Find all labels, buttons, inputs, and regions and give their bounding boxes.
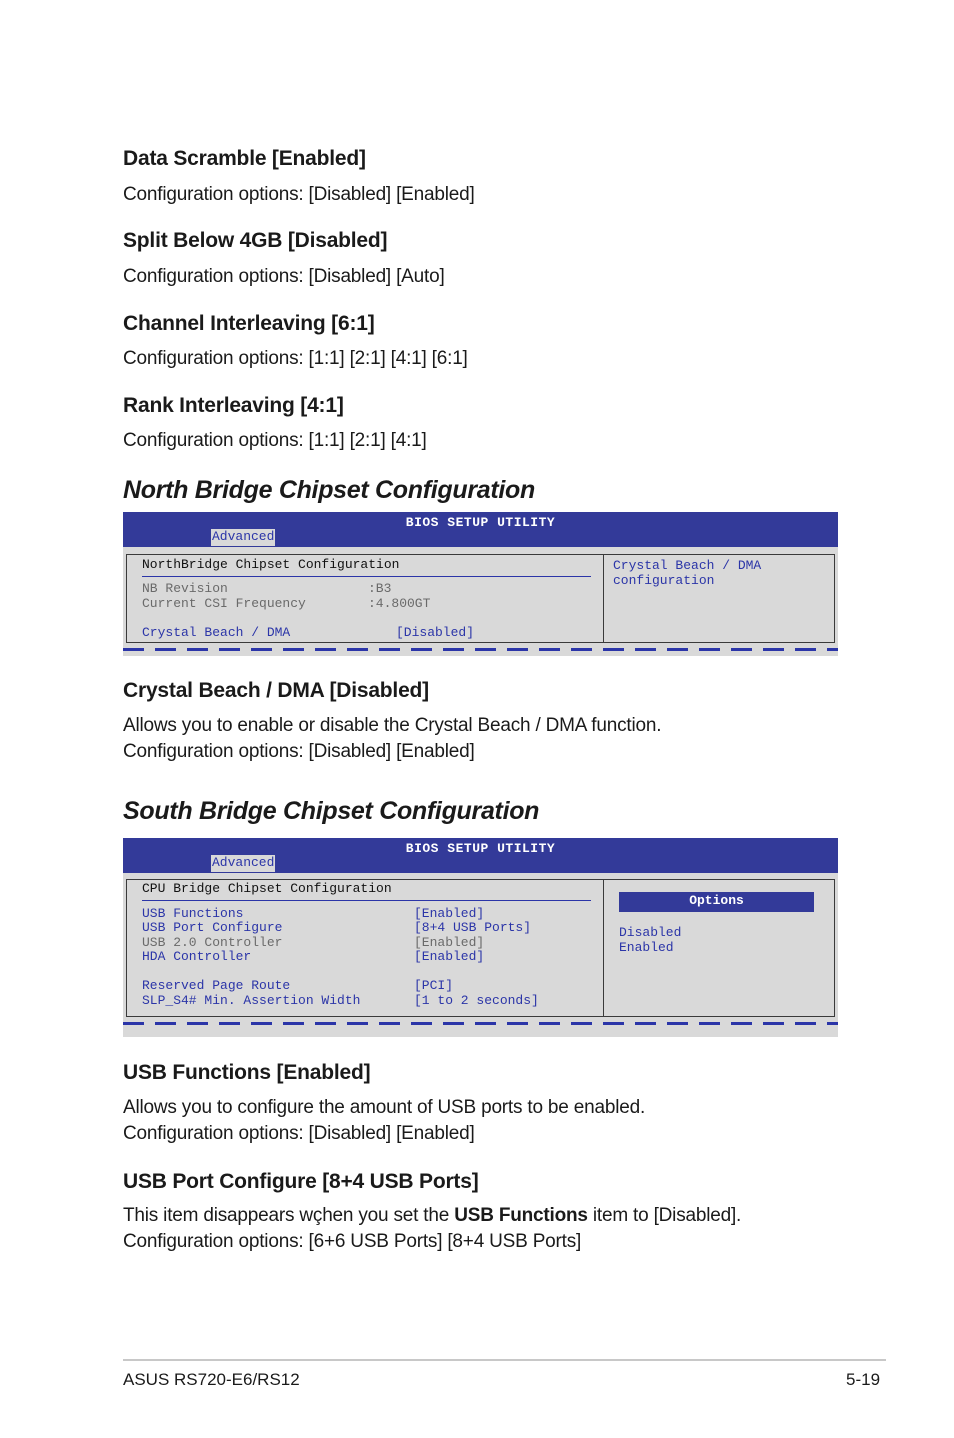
footer-page-number: 5-19 — [846, 1370, 881, 1389]
csi-frequency-value: :4.800GT — [368, 596, 431, 611]
bios-panel-title-underline — [142, 900, 591, 901]
split-below-4gb-heading: Split Below 4GB [Disabled] — [123, 229, 388, 252]
bios-title-bar — [123, 838, 838, 873]
bios-panel-title-underline — [142, 576, 591, 577]
option-disabled[interactable]: Disabled — [619, 925, 682, 940]
usb-functions-heading: USB Functions [Enabled] — [123, 1061, 371, 1084]
channel-interleaving-options: Configuration options: [1:1] [2:1] [4:1] [6:1] — [123, 348, 468, 369]
data-scramble-heading: Data Scramble [Enabled] — [123, 147, 366, 170]
footer-rule — [123, 1359, 886, 1361]
usb-functions-item[interactable]: USB Functions — [142, 906, 244, 921]
bios-utility-title: BIOS SETUP UTILITY — [405, 841, 556, 856]
rank-interleaving-heading: Rank Interleaving [4:1] — [123, 394, 344, 417]
slp-s4-width-value[interactable]: [1 to 2 seconds] — [414, 993, 539, 1008]
usb-functions-bold: USB Functions — [454, 1205, 588, 1226]
slp-s4-width-item[interactable]: SLP_S4# Min. Assertion Width — [142, 993, 361, 1008]
help-text-line2: configuration — [613, 573, 715, 588]
usb-20-controller-value: [Enabled] — [414, 935, 485, 950]
usb-port-configure-value[interactable]: [8+4 USB Ports] — [414, 920, 532, 935]
desc-part-a: This item disappears wçhen you set the — [123, 1205, 455, 1226]
help-text-line1: Crystal Beach / DMA — [613, 558, 762, 573]
crystal-beach-options: Configuration options: [Disabled] [Enabled] — [123, 741, 475, 762]
csi-frequency-label: Current CSI Frequency — [142, 596, 306, 611]
crystal-beach-description: Allows you to enable or disable the Crystal Beach / DMA function. — [123, 715, 662, 736]
rank-interleaving-options: Configuration options: [1:1] [2:1] [4:1] — [123, 430, 427, 451]
south-bios-screen — [123, 838, 838, 1037]
split-below-4gb-options: Configuration options: [Disabled] [Auto] — [123, 266, 445, 287]
crystal-beach-item[interactable]: Crystal Beach / DMA — [142, 625, 291, 640]
bios-panel-title: NorthBridge Chipset Configuration — [142, 557, 400, 572]
bios-bottom-dashes — [123, 648, 838, 651]
usb-20-controller-item: USB 2.0 Controller — [142, 935, 283, 950]
bios-title-bar — [123, 512, 838, 547]
hda-controller-item[interactable]: HDA Controller — [142, 949, 252, 964]
crystal-beach-heading: Crystal Beach / DMA [Disabled] — [123, 679, 429, 702]
channel-interleaving-heading: Channel Interleaving [6:1] — [123, 312, 375, 335]
option-enabled[interactable]: Enabled — [619, 940, 674, 955]
tab-advanced[interactable]: Advanced — [212, 855, 275, 870]
reserved-page-route-value[interactable]: [PCI] — [414, 978, 454, 993]
nb-revision-label: NB Revision — [142, 581, 228, 596]
data-scramble-options: Configuration options: [Disabled] [Enabled] — [123, 184, 475, 205]
crystal-beach-value[interactable]: [Disabled] — [396, 625, 475, 640]
bios-panel-title: CPU Bridge Chipset Configuration — [142, 881, 392, 896]
desc-part-b: item to [Disabled]. — [587, 1205, 742, 1226]
usb-port-configure-description — [123, 1205, 741, 1227]
options-header: Options — [619, 892, 814, 912]
usb-port-configure-options: Configuration options: [6+6 USB Ports] [8+4 USB Ports] — [123, 1231, 582, 1252]
usb-port-configure-item[interactable]: USB Port Configure — [142, 920, 283, 935]
north-bridge-title: North Bridge Chipset Configuration — [123, 476, 535, 504]
usb-functions-value[interactable]: [Enabled] — [414, 906, 485, 921]
tab-advanced[interactable]: Advanced — [212, 529, 275, 544]
bios-bottom-dashes — [123, 1022, 838, 1025]
usb-functions-description: Allows you to configure the amount of USB ports to be enabled. — [123, 1097, 646, 1118]
nb-revision-value: :B3 — [368, 581, 392, 596]
usb-functions-options: Configuration options: [Disabled] [Enabled] — [123, 1123, 475, 1144]
reserved-page-route-item[interactable]: Reserved Page Route — [142, 978, 291, 993]
south-bridge-title: South Bridge Chipset Configuration — [123, 797, 540, 825]
north-bios-screen — [123, 512, 838, 656]
bios-utility-title: BIOS SETUP UTILITY — [405, 515, 556, 530]
hda-controller-value[interactable]: [Enabled] — [414, 949, 485, 964]
footer-product-name: ASUS RS720-E6/RS12 — [123, 1370, 300, 1389]
usb-port-configure-heading: USB Port Configure [8+4 USB Ports] — [123, 1170, 479, 1193]
